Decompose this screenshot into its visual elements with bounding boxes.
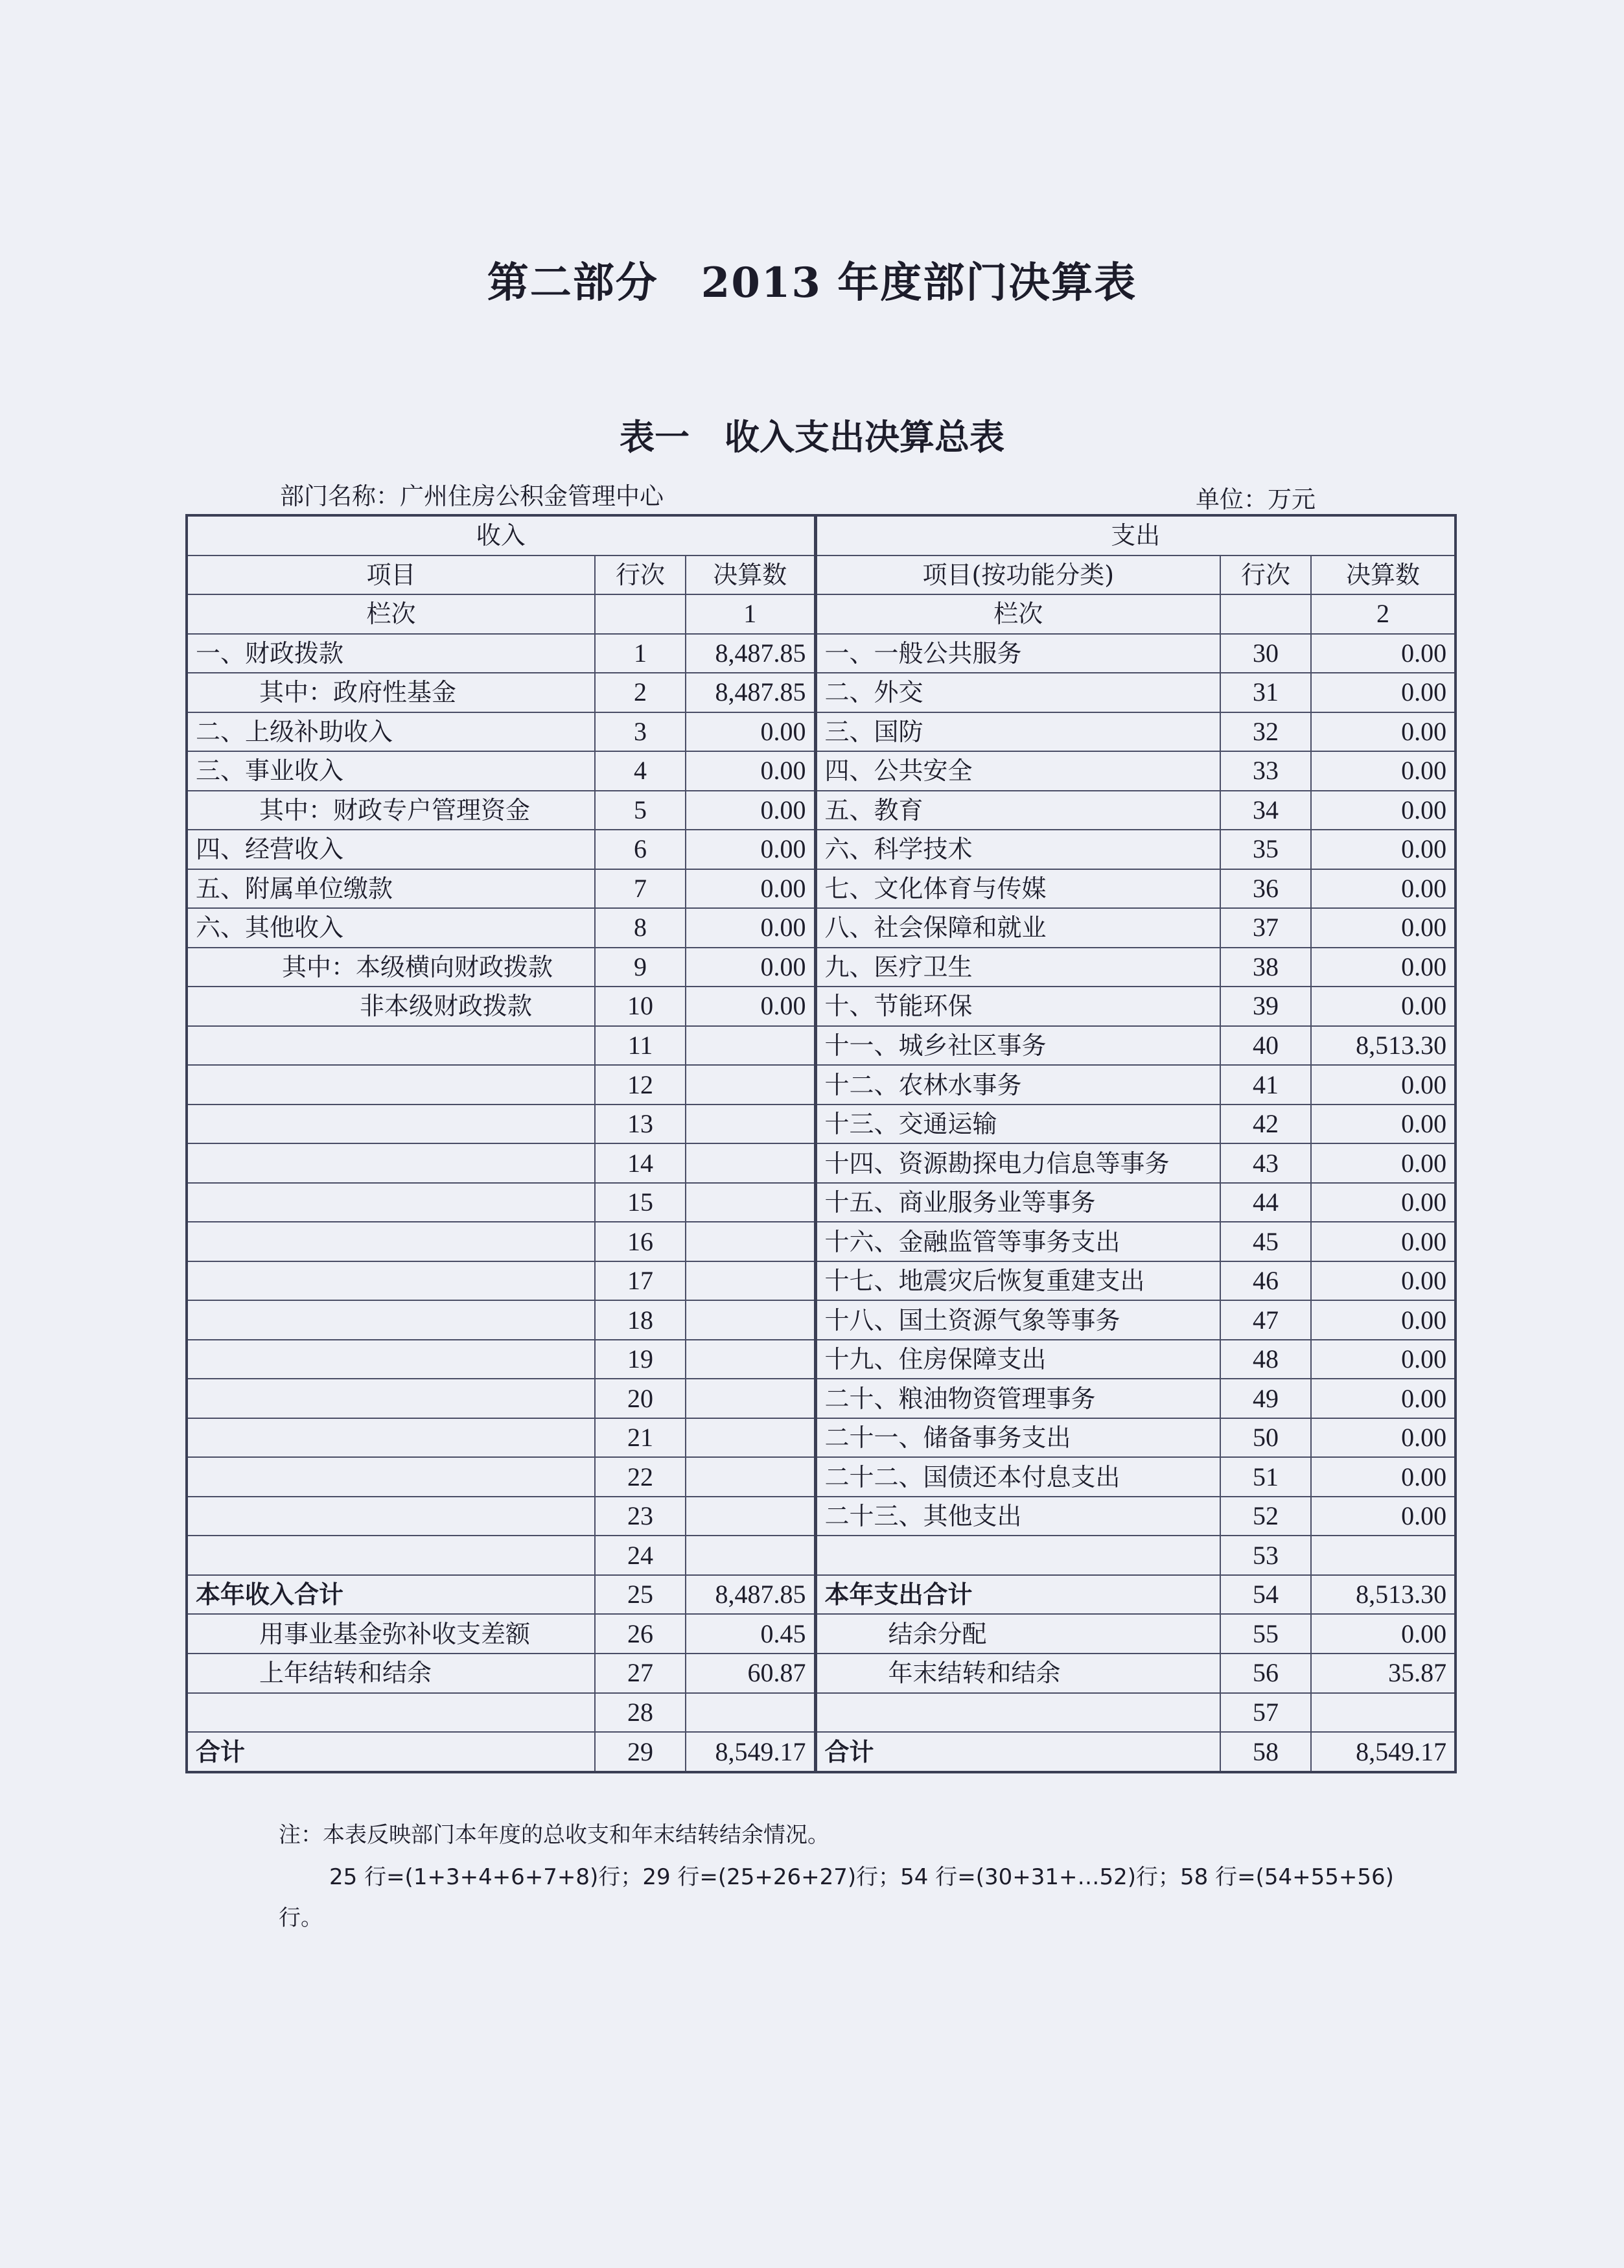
income-amount: 8,487.85 xyxy=(686,1575,815,1615)
expense-amount: 8,549.17 xyxy=(1311,1732,1456,1772)
income-item xyxy=(187,1340,595,1379)
note-line-3: 行。 xyxy=(279,1905,323,1931)
expense-row-no: 31 xyxy=(1220,673,1311,712)
expense-amount: 0.00 xyxy=(1311,1418,1456,1458)
income-row-no: 28 xyxy=(595,1693,686,1733)
income-amount: 0.00 xyxy=(686,987,815,1026)
expense-item: 二十一、储备事务支出 xyxy=(815,1418,1220,1458)
income-row-no: 4 xyxy=(595,751,686,791)
page-title: 第二部分 2013 年度部门决算表 xyxy=(487,259,1137,307)
expense-item xyxy=(815,1536,1220,1575)
expense-item: 十四、资源勘探电力信息等事务 xyxy=(815,1143,1220,1183)
header-row-group xyxy=(187,515,1456,555)
table-row xyxy=(187,1693,1456,1733)
income-row-no: 27 xyxy=(595,1654,686,1693)
note-line-2: 25 行=(1+3+4+6+7+8)行；29 行=(25+26+27)行；54 行=(30+31+…52)行；58 行=(54+55+56) xyxy=(329,1864,1394,1890)
income-item: 四、经营收入 xyxy=(187,830,595,869)
income-row-no: 10 xyxy=(595,987,686,1026)
income-row-no: 23 xyxy=(595,1497,686,1536)
expense-amount: 0.00 xyxy=(1311,948,1456,987)
expense-amount: 0.00 xyxy=(1311,869,1456,909)
income-row-no: 25 xyxy=(595,1575,686,1615)
income-row-no: 1 xyxy=(595,634,686,673)
income-amount xyxy=(686,1300,815,1340)
expense-amount-header: 决算数 xyxy=(1311,555,1456,595)
table-row xyxy=(187,634,1456,673)
table-row xyxy=(187,1614,1456,1654)
expense-amount: 0.00 xyxy=(1311,1457,1456,1497)
expense-amount: 0.00 xyxy=(1311,1143,1456,1183)
income-col-label: 栏次 xyxy=(187,594,595,634)
income-amount xyxy=(686,1183,815,1222)
expense-item: 二十三、其他支出 xyxy=(815,1497,1220,1536)
income-col-blank xyxy=(595,594,686,634)
income-item: 上年结转和结余 xyxy=(187,1654,595,1693)
expense-row-no: 43 xyxy=(1220,1143,1311,1183)
expense-amount: 0.00 xyxy=(1311,791,1456,830)
expense-amount: 0.00 xyxy=(1311,1340,1456,1379)
expense-row-no: 40 xyxy=(1220,1026,1311,1066)
expense-amount xyxy=(1311,1693,1456,1733)
income-amount: 0.00 xyxy=(686,751,815,791)
expense-row-no: 39 xyxy=(1220,987,1311,1026)
expense-amount: 0.00 xyxy=(1311,1497,1456,1536)
expense-item: 二十、粮油物资管理事务 xyxy=(815,1379,1220,1418)
income-amount xyxy=(686,1457,815,1497)
expense-row-no: 37 xyxy=(1220,908,1311,948)
expense-item: 十五、商业服务业等事务 xyxy=(815,1183,1220,1222)
expense-amount: 0.00 xyxy=(1311,712,1456,752)
expense-amount: 0.00 xyxy=(1311,1105,1456,1144)
income-item: 其中：本级横向财政拨款 xyxy=(187,948,595,987)
income-row-no: 19 xyxy=(595,1340,686,1379)
table-row xyxy=(187,712,1456,752)
income-amount: 0.00 xyxy=(686,791,815,830)
expense-amount: 0.00 xyxy=(1311,1183,1456,1222)
income-amount: 8,487.85 xyxy=(686,673,815,712)
unit-label: 单位：万元 xyxy=(1196,485,1316,513)
header-row-columns xyxy=(187,555,1456,595)
income-amount xyxy=(686,1536,815,1575)
expense-item: 二、外交 xyxy=(815,673,1220,712)
expense-amount: 35.87 xyxy=(1311,1654,1456,1693)
income-item: 一、财政拨款 xyxy=(187,634,595,673)
income-item: 合计 xyxy=(187,1732,595,1772)
income-amount-header: 决算数 xyxy=(686,555,815,595)
expense-amount: 0.00 xyxy=(1311,987,1456,1026)
expense-amount: 0.00 xyxy=(1311,830,1456,869)
table-row xyxy=(187,1026,1456,1066)
income-amount xyxy=(686,1418,815,1458)
income-item xyxy=(187,1105,595,1144)
income-amount: 0.00 xyxy=(686,908,815,948)
table-row xyxy=(187,1222,1456,1261)
expense-item: 十九、住房保障支出 xyxy=(815,1340,1220,1379)
expense-row-no: 41 xyxy=(1220,1065,1311,1105)
expense-item: 结余分配 xyxy=(815,1614,1220,1654)
income-item: 二、上级补助收入 xyxy=(187,712,595,752)
expense-row-no-header: 行次 xyxy=(1220,555,1311,595)
expense-item: 八、社会保障和就业 xyxy=(815,908,1220,948)
expense-item: 六、科学技术 xyxy=(815,830,1220,869)
income-row-no: 11 xyxy=(595,1026,686,1066)
expense-amount: 0.00 xyxy=(1311,751,1456,791)
expense-row-no: 45 xyxy=(1220,1222,1311,1261)
note-line-1: 注：本表反映部门本年度的总收支和年末结转结余情况。 xyxy=(279,1822,829,1848)
expense-row-no: 47 xyxy=(1220,1300,1311,1340)
income-row-no: 22 xyxy=(595,1457,686,1497)
expense-item: 一、一般公共服务 xyxy=(815,634,1220,673)
income-row-no: 18 xyxy=(595,1300,686,1340)
table-row xyxy=(187,1065,1456,1105)
expense-item: 十二、农林水事务 xyxy=(815,1065,1220,1105)
table-row xyxy=(187,1143,1456,1183)
income-row-no: 5 xyxy=(595,791,686,830)
income-amount: 0.00 xyxy=(686,830,815,869)
expense-row-no: 55 xyxy=(1220,1614,1311,1654)
income-amount xyxy=(686,1143,815,1183)
table-row xyxy=(187,908,1456,948)
expense-amount: 0.00 xyxy=(1311,1300,1456,1340)
income-amount xyxy=(686,1693,815,1733)
expense-amount xyxy=(1311,1536,1456,1575)
table-row xyxy=(187,987,1456,1026)
income-row-no: 16 xyxy=(595,1222,686,1261)
expense-item: 七、文化体育与传媒 xyxy=(815,869,1220,909)
income-row-no: 15 xyxy=(595,1183,686,1222)
expense-item: 十三、交通运输 xyxy=(815,1105,1220,1144)
table-row xyxy=(187,791,1456,830)
income-item xyxy=(187,1379,595,1418)
table-row xyxy=(187,751,1456,791)
income-item xyxy=(187,1536,595,1575)
expense-amount: 0.00 xyxy=(1311,1261,1456,1301)
expense-row-no: 33 xyxy=(1220,751,1311,791)
expense-row-no: 42 xyxy=(1220,1105,1311,1144)
income-item: 本年收入合计 xyxy=(187,1575,595,1615)
table-row xyxy=(187,1340,1456,1379)
expense-row-no: 54 xyxy=(1220,1575,1311,1615)
expense-col-2: 2 xyxy=(1311,594,1456,634)
expense-row-no: 38 xyxy=(1220,948,1311,987)
income-item: 用事业基金弥补收支差额 xyxy=(187,1614,595,1654)
income-amount: 60.87 xyxy=(686,1654,815,1693)
table-row xyxy=(187,1536,1456,1575)
expense-row-no: 56 xyxy=(1220,1654,1311,1693)
income-row-no: 2 xyxy=(595,673,686,712)
income-item xyxy=(187,1261,595,1301)
expense-row-no: 30 xyxy=(1220,634,1311,673)
table-title: 表一 收入支出决算总表 xyxy=(620,416,1004,458)
income-item xyxy=(187,1693,595,1733)
income-row-no: 26 xyxy=(595,1614,686,1654)
income-item xyxy=(187,1026,595,1066)
income-item: 六、其他收入 xyxy=(187,908,595,948)
header-row-column-index xyxy=(187,594,1456,634)
expense-col-label: 栏次 xyxy=(815,594,1220,634)
income-amount xyxy=(686,1222,815,1261)
expense-amount: 0.00 xyxy=(1311,908,1456,948)
income-item xyxy=(187,1418,595,1458)
income-item: 三、事业收入 xyxy=(187,751,595,791)
expense-item: 五、教育 xyxy=(815,791,1220,830)
expense-item: 年末结转和结余 xyxy=(815,1654,1220,1693)
expense-item: 十七、地震灾后恢复重建支出 xyxy=(815,1261,1220,1301)
table-row xyxy=(187,948,1456,987)
table-row xyxy=(187,1497,1456,1536)
expense-row-no: 57 xyxy=(1220,1693,1311,1733)
table-row xyxy=(187,1654,1456,1693)
income-row-no-header: 行次 xyxy=(595,555,686,595)
income-item xyxy=(187,1222,595,1261)
expense-item: 本年支出合计 xyxy=(815,1575,1220,1615)
income-amount: 0.45 xyxy=(686,1614,815,1654)
expense-row-no: 51 xyxy=(1220,1457,1311,1497)
expense-amount: 0.00 xyxy=(1311,673,1456,712)
income-item xyxy=(187,1065,595,1105)
income-item: 其中：财政专户管理资金 xyxy=(187,791,595,830)
expense-row-no: 49 xyxy=(1220,1379,1311,1418)
income-amount: 0.00 xyxy=(686,869,815,909)
expense-header: 支出 xyxy=(815,515,1456,555)
income-item xyxy=(187,1497,595,1536)
expense-row-no: 34 xyxy=(1220,791,1311,830)
income-header: 收入 xyxy=(187,515,815,555)
expense-amount: 0.00 xyxy=(1311,1379,1456,1418)
expense-row-no: 48 xyxy=(1220,1340,1311,1379)
expense-row-no: 35 xyxy=(1220,830,1311,869)
income-row-no: 8 xyxy=(595,908,686,948)
income-item xyxy=(187,1300,595,1340)
income-col-1: 1 xyxy=(686,594,815,634)
income-amount xyxy=(686,1261,815,1301)
expense-row-no: 44 xyxy=(1220,1183,1311,1222)
income-row-no: 7 xyxy=(595,869,686,909)
table-row xyxy=(187,1732,1456,1772)
expense-row-no: 32 xyxy=(1220,712,1311,752)
expense-item xyxy=(815,1693,1220,1733)
expense-item: 九、医疗卫生 xyxy=(815,948,1220,987)
income-amount: 8,549.17 xyxy=(686,1732,815,1772)
income-item: 其中：政府性基金 xyxy=(187,673,595,712)
income-amount xyxy=(686,1065,815,1105)
income-item xyxy=(187,1183,595,1222)
expense-item: 十八、国土资源气象等事务 xyxy=(815,1300,1220,1340)
income-item xyxy=(187,1143,595,1183)
expense-row-no: 36 xyxy=(1220,869,1311,909)
expense-item: 合计 xyxy=(815,1732,1220,1772)
income-amount xyxy=(686,1340,815,1379)
expense-item: 十六、金融监管等事务支出 xyxy=(815,1222,1220,1261)
income-amount: 0.00 xyxy=(686,712,815,752)
expense-amount: 0.00 xyxy=(1311,1614,1456,1654)
expense-amount: 8,513.30 xyxy=(1311,1026,1456,1066)
table-row xyxy=(187,1261,1456,1301)
expense-row-no: 58 xyxy=(1220,1732,1311,1772)
table-row xyxy=(187,869,1456,909)
income-row-no: 17 xyxy=(595,1261,686,1301)
income-row-no: 9 xyxy=(595,948,686,987)
table-row xyxy=(187,673,1456,712)
income-item: 五、附属单位缴款 xyxy=(187,869,595,909)
expense-row-no: 46 xyxy=(1220,1261,1311,1301)
table-row xyxy=(187,1379,1456,1418)
income-amount xyxy=(686,1497,815,1536)
income-item: 非本级财政拨款 xyxy=(187,987,595,1026)
income-item-header: 项目 xyxy=(187,555,595,595)
expense-amount: 0.00 xyxy=(1311,1065,1456,1105)
income-row-no: 3 xyxy=(595,712,686,752)
income-row-no: 20 xyxy=(595,1379,686,1418)
income-row-no: 29 xyxy=(595,1732,686,1772)
income-amount xyxy=(686,1105,815,1144)
expense-item: 四、公共安全 xyxy=(815,751,1220,791)
expense-item-header: 项目(按功能分类) xyxy=(815,555,1220,595)
table-row xyxy=(187,1575,1456,1615)
income-row-no: 24 xyxy=(595,1536,686,1575)
income-expense-table xyxy=(185,514,1457,1773)
expense-item: 十、节能环保 xyxy=(815,987,1220,1026)
expense-amount: 8,513.30 xyxy=(1311,1575,1456,1615)
table-row xyxy=(187,1300,1456,1340)
expense-item: 三、国防 xyxy=(815,712,1220,752)
income-row-no: 6 xyxy=(595,830,686,869)
department-name: 部门名称：广州住房公积金管理中心 xyxy=(280,482,664,510)
income-row-no: 12 xyxy=(595,1065,686,1105)
expense-col-blank xyxy=(1220,594,1311,634)
expense-row-no: 50 xyxy=(1220,1418,1311,1458)
table-row xyxy=(187,1183,1456,1222)
income-amount: 8,487.85 xyxy=(686,634,815,673)
expense-item: 二十二、国债还本付息支出 xyxy=(815,1457,1220,1497)
income-amount xyxy=(686,1379,815,1418)
expense-amount: 0.00 xyxy=(1311,634,1456,673)
expense-row-no: 52 xyxy=(1220,1497,1311,1536)
income-row-no: 14 xyxy=(595,1143,686,1183)
table-row xyxy=(187,830,1456,869)
income-amount: 0.00 xyxy=(686,948,815,987)
income-amount xyxy=(686,1026,815,1066)
income-row-no: 13 xyxy=(595,1105,686,1144)
income-row-no: 21 xyxy=(595,1418,686,1458)
table-row xyxy=(187,1105,1456,1144)
expense-item: 十一、城乡社区事务 xyxy=(815,1026,1220,1066)
income-item xyxy=(187,1457,595,1497)
expense-amount: 0.00 xyxy=(1311,1222,1456,1261)
table-row xyxy=(187,1418,1456,1458)
table-row xyxy=(187,1457,1456,1497)
expense-row-no: 53 xyxy=(1220,1536,1311,1575)
